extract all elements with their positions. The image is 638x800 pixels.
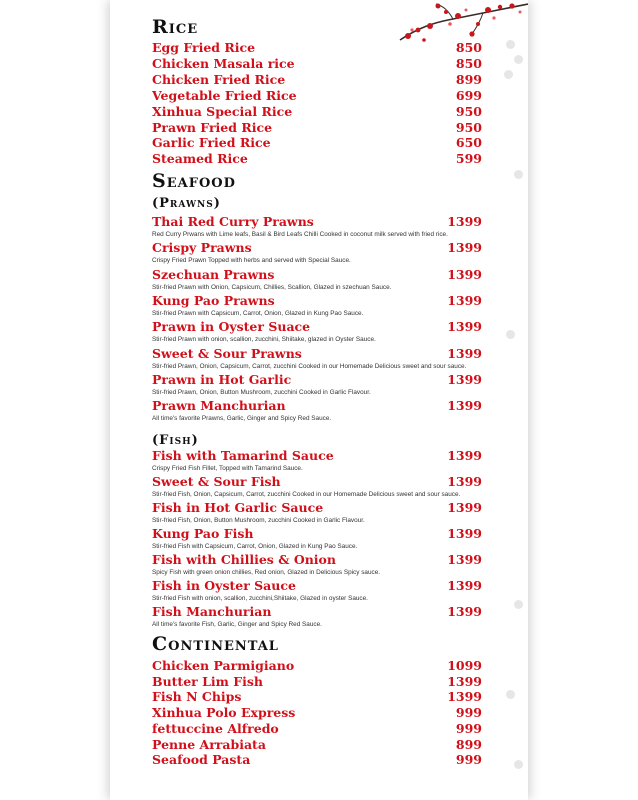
- menu-item: [152, 752, 482, 768]
- menu-item-name: Fish Manchurian: [152, 604, 272, 619]
- menu-item-description: Spicy Fish with green onion chillies, Red onion, Glazed in Delicious Spicy sauce.: [152, 569, 381, 576]
- menu-item: [152, 267, 482, 283]
- subsection-title-prawns: (Prawns): [152, 196, 221, 211]
- section-title-rice: Rice: [152, 16, 199, 38]
- menu-item-name: Thai Red Curry Prawns: [152, 214, 314, 229]
- menu-item-price: 1399: [447, 345, 482, 361]
- menu-item: [152, 721, 482, 737]
- menu-item-name: Kung Pao Fish: [152, 526, 254, 541]
- menu-item-price: 1399: [447, 500, 482, 515]
- menu-item-name: Fish in Hot Garlic Sauce: [152, 500, 324, 515]
- menu-item-description: Stir-fried Fish with onion, scallion, zucchini,Shiitake, Glazed in oyster Sauce.: [152, 595, 368, 602]
- menu-item: [152, 151, 482, 167]
- menu-item-price: 950: [455, 103, 482, 119]
- menu-item-price: 999: [455, 720, 482, 736]
- menu-item-price: 1399: [447, 474, 482, 489]
- menu-item: [152, 240, 482, 256]
- menu-item-description: All time's favorite Fish, Garlic, Ginger and Spicy Red Sauce.: [152, 621, 322, 628]
- menu-item-name: Sweet & Sour Fish: [152, 474, 281, 489]
- menu-item-price: 1399: [447, 371, 482, 387]
- menu-item: [152, 135, 482, 151]
- menu-item-price: 1099: [447, 658, 482, 673]
- menu-item: [152, 526, 482, 542]
- menu-item-description: Stir-fried Fish, Onion, Capsicum, Carrot, zucchini Cooked in our Homemade Delicious sweet and sour sauce.: [152, 491, 461, 498]
- menu-item-description: Stir-fried Prawn, Onion, Capsicum, Carrot, zucchini Cooked in our Homemade Delicious sweet and sour sauce.: [152, 362, 467, 370]
- menu-item: [152, 578, 482, 594]
- menu-item-name: Szechuan Prawns: [152, 266, 275, 282]
- menu-item: [152, 705, 482, 721]
- menu-item: [152, 120, 482, 136]
- menu-item-description: Stir-fried Fish, Onion, Button Mushroom, zucchini Cooked in Garlic Flavour.: [152, 517, 365, 524]
- menu-item: [152, 448, 482, 464]
- menu-item: [152, 104, 482, 120]
- menu-item: [152, 604, 482, 620]
- menu-item-name: Xinhua Special Rice: [152, 103, 293, 119]
- menu-item: [152, 72, 482, 88]
- menu-item-price: 699: [455, 87, 482, 103]
- menu-item: [152, 214, 482, 230]
- menu-item-description: All time's favorite Prawns, Garlic, Ginger and Spicy Red Sauce.: [152, 415, 332, 423]
- menu-item-name: Fish N Chips: [152, 689, 242, 705]
- subsection-title-fish: (Fish): [152, 433, 199, 448]
- menu-item-name: Chicken Fried Rice: [152, 71, 286, 87]
- menu-item: [152, 88, 482, 104]
- menu-item-price: 1399: [447, 448, 482, 463]
- menu-item-name: Prawn Fried Rice: [152, 119, 273, 135]
- menu-item: [152, 689, 482, 705]
- menu-item-price: 1399: [447, 673, 482, 689]
- menu-item: [152, 500, 482, 516]
- menu-item-name: Prawn Manchurian: [152, 398, 286, 414]
- menu-item-name: Vegetable Fried Rice: [152, 87, 297, 103]
- menu-item-description: Stir-fried Prawn with Capsicum, Carrot, Onion, Glazed in Kung Pao Sauce.: [152, 309, 364, 317]
- menu-item-price: 1399: [447, 319, 482, 335]
- menu-item-price: 850: [455, 40, 482, 55]
- menu-item: [152, 552, 482, 568]
- menu-item-price: 999: [455, 705, 482, 721]
- menu-item: [152, 319, 482, 335]
- menu-item-price: 999: [455, 752, 482, 768]
- decorative-dots: [500, 0, 528, 800]
- menu-item-name: Penne Arrabiata: [152, 736, 266, 752]
- menu-item-price: 1399: [447, 292, 482, 308]
- menu-item: [152, 398, 482, 414]
- section-title-seafood: Seafood: [152, 170, 236, 192]
- menu-item-price: 950: [455, 119, 482, 135]
- menu-item-description: Red Curry Prwans with Lime leafs, Basil & Bird Leafs Chilli Cooked in coconut milk served with fried rice.: [152, 231, 448, 238]
- menu-item-price: 850: [455, 55, 482, 71]
- menu-item-name: Fish in Oyster Sauce: [152, 578, 296, 593]
- menu-item-price: 650: [455, 135, 482, 151]
- menu-item-price: 899: [455, 71, 482, 87]
- menu-item: [152, 658, 482, 674]
- menu-item-name: Steamed Rice: [152, 151, 248, 167]
- menu-item-name: Chicken Masala rice: [152, 55, 295, 71]
- menu-item-name: Kung Pao Prawns: [152, 292, 275, 308]
- menu-item-name: Prawn in Oyster Suace: [152, 319, 311, 335]
- menu-item: [152, 346, 482, 362]
- menu-item-description: Stir-fried Prawn with onion, scallion, zucchini, Shiitake, glazed in Oyster Sauce.: [152, 336, 376, 344]
- menu-item-description: Stir-fried Prawn with Onion, Capsicum, Chillies, Scallion, Glazed in szechuan Sauce.: [152, 283, 392, 291]
- menu-item: [152, 737, 482, 753]
- menu-item-name: Xinhua Polo Express: [152, 705, 296, 721]
- menu-item-price: 1399: [447, 689, 482, 705]
- menu-item: [152, 293, 482, 309]
- section-title-continental: Continental: [152, 633, 279, 655]
- menu-item-price: 1399: [447, 578, 482, 593]
- menu-item: [152, 674, 482, 690]
- menu-item-price: 1399: [447, 526, 482, 541]
- menu-item-description: Crispy Fried Prawn Topped with herbs and served with Special Sauce.: [152, 257, 351, 265]
- menu-item-description: Crispy Fried Fish Fillet, Topped with Tamarind Sauce.: [152, 465, 303, 472]
- menu-item: [152, 56, 482, 72]
- menu-item-name: fettuccine Alfredo: [152, 720, 279, 736]
- menu-item: [152, 474, 482, 490]
- menu-item-description: Stir-fried Prawn, Onion, Button Mushroom, zucchini Cooked in Garlic Flavour.: [152, 388, 371, 396]
- menu-item-name: Sweet & Sour Prawns: [152, 345, 302, 361]
- menu-item-price: 1399: [447, 398, 482, 414]
- menu-item-price: 599: [455, 151, 482, 167]
- menu-item-price: 1399: [447, 266, 482, 282]
- menu-item-name: Butter Lim Fish: [152, 673, 263, 689]
- menu-item-name: Fish with Chillies & Onion: [152, 552, 336, 567]
- menu-item-description: Stir-fried Fish with Capsicum, Carrot, Onion, Glazed in Kung Pao Sauce.: [152, 543, 358, 550]
- menu-item-name: Chicken Parmigiano: [152, 658, 295, 673]
- menu-item-name: Egg Fried Rice: [152, 40, 256, 55]
- menu-item-name: Seafood Pasta: [152, 752, 251, 768]
- menu-item: [152, 372, 482, 388]
- menu-item-price: 1399: [447, 604, 482, 619]
- menu-item: [152, 40, 482, 56]
- menu-item-price: 899: [455, 736, 482, 752]
- menu-item-name: Fish with Tamarind Sauce: [152, 448, 334, 463]
- menu-item-name: Crispy Prawns: [152, 240, 252, 256]
- menu-item-name: Garlic Fried Rice: [152, 135, 271, 151]
- menu-item-price: 1399: [447, 240, 482, 256]
- menu-item-price: 1399: [447, 552, 482, 567]
- menu-item-price: 1399: [447, 214, 482, 229]
- menu-item-name: Prawn in Hot Garlic: [152, 371, 292, 387]
